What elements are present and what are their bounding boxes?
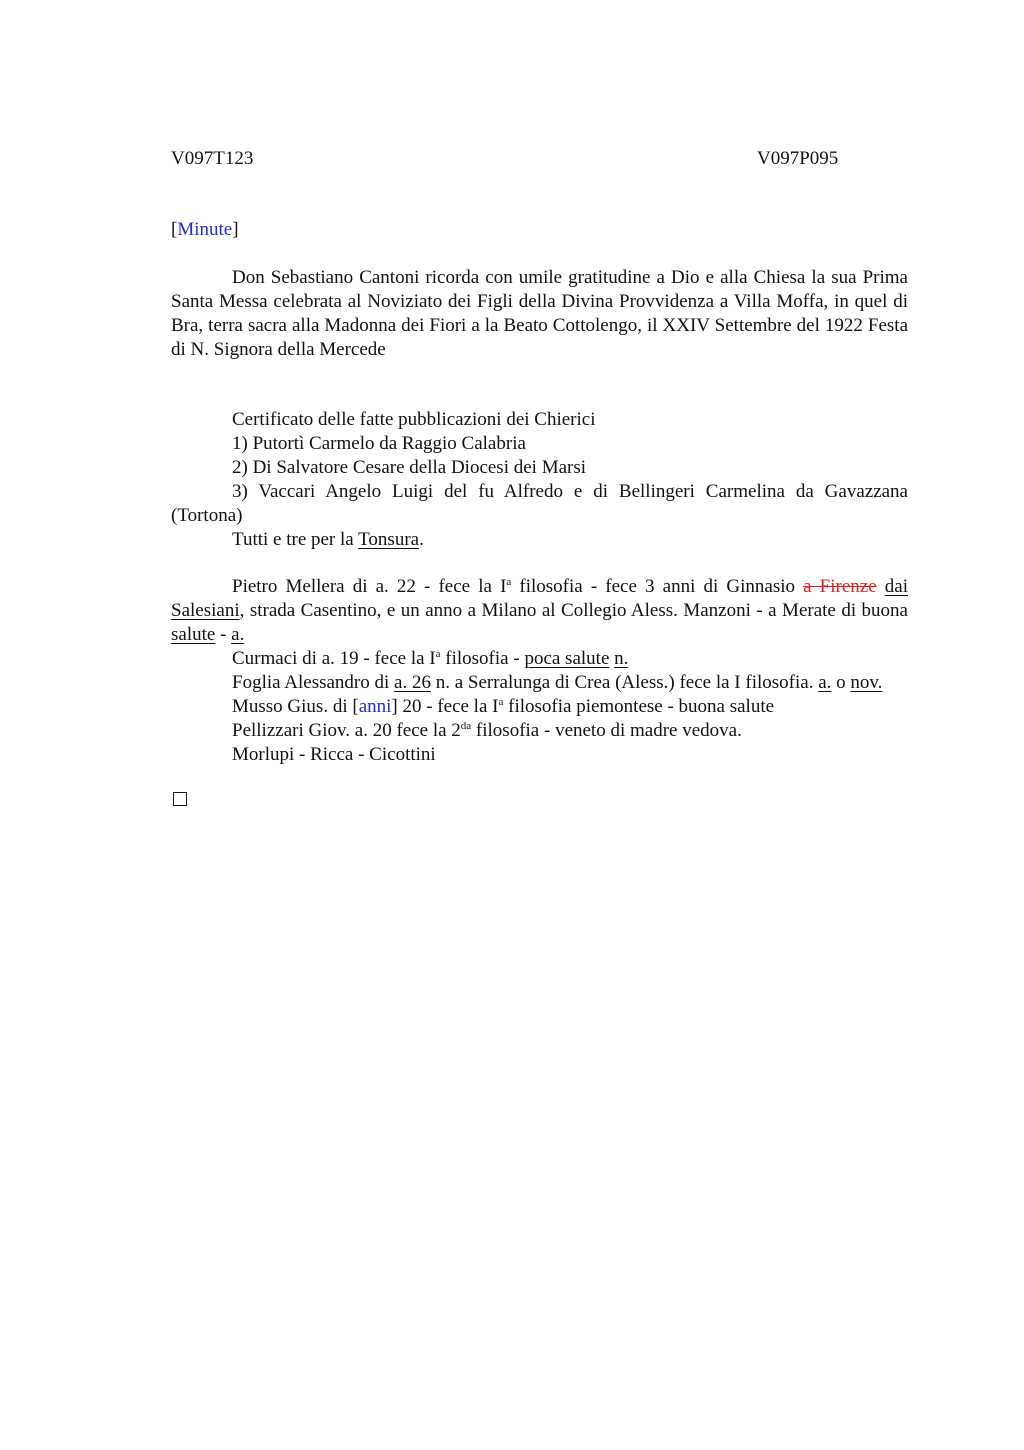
curmaci-text-2: filosofia - — [440, 648, 525, 669]
document-code-right: V097P095 — [757, 148, 839, 169]
foglia-text-1: Foglia Alessandro di — [232, 672, 395, 693]
underlined-salesiani: dai Salesiani — [171, 576, 908, 621]
editorial-insert-anni: anni — [358, 696, 392, 717]
underlined-n: n. — [614, 648, 629, 669]
candidate-foglia — [171, 671, 908, 695]
underlined-a2: a. — [818, 672, 832, 693]
musso-text-3: filosofia piemontese - buona salute — [503, 696, 775, 717]
mellera-text-1: Pietro Mellera di a. 22 - fece la I — [232, 576, 507, 597]
musso-text-1: Musso Gius. di [ — [232, 696, 359, 717]
candidate-curmaci — [171, 647, 908, 671]
candidate-pellizzari — [171, 719, 908, 743]
candidate-musso — [171, 695, 908, 719]
certificate-item-2: 2) Di Salvatore Cesare della Diocesi dei Marsi — [232, 457, 587, 478]
bracket-open: [ — [171, 219, 178, 240]
pellizzari-sup: da — [460, 720, 472, 732]
candidate-others: Morlupi - Ricca - Cicottini — [232, 744, 436, 765]
underlined-nov: nov. — [850, 672, 883, 693]
mellera-text-3: , strada Casentino, e un anno a Milano al Collegio Aless. Manzoni - a Merate di buona — [239, 600, 908, 621]
closing-period: . — [419, 529, 424, 550]
section-label-minute: Minute — [177, 219, 233, 240]
struck-text-firenze: a Firenze — [803, 576, 877, 597]
tonsura-word: Tonsura — [358, 529, 420, 550]
dedication-block — [171, 266, 908, 362]
candidates-block — [171, 575, 908, 767]
foglia-text-2: n. a Serralunga di Crea (Aless.) fece la I filosofia. — [430, 672, 819, 693]
mellera-separator: - — [215, 624, 232, 645]
mellera-text-2: filosofia - fece 3 anni di Ginnasio — [511, 576, 804, 597]
mellera-sup: a — [506, 576, 512, 588]
certificate-closing — [171, 528, 908, 552]
certificate-item-1: 1) Putortì Carmelo da Raggio Calabria — [232, 433, 526, 454]
section-tag — [171, 218, 239, 241]
document-page — [171, 0, 908, 1450]
dedication-paragraph: Don Sebastiano Cantoni ricorda con umile gratitudine a Dio e alla Chiesa la sua Prima Santa Messa celebrata al Noviziato dei Figli della Divina Provvidenza a Villa Moffa, in quel di Bra, terra sacra alla Madonna dei Fiori a la Beato Cottolengo, il XXIV Settembre del 1922 Festa di N. Signora della Mercede — [171, 267, 908, 360]
curmaci-text-1: Curmaci di a. 19 - fece la I — [232, 648, 436, 669]
checkbox-square-icon — [173, 792, 187, 806]
pellizzari-text-1: Pellizzari Giov. a. 20 fece la 2 — [232, 720, 461, 741]
underlined-salute: salute — [171, 624, 216, 645]
certificate-item-3: 3) Vaccari Angelo Luigi del fu Alfredo e di Bellingeri Carmelina da Gavazzana (Tortona) — [171, 481, 908, 526]
musso-text-2: ] 20 - fece la I — [391, 696, 499, 717]
closing-text: Tutti e tre per la — [232, 529, 359, 550]
certificate-title: Certificato delle fatte pubblicazioni dei Chierici — [232, 409, 596, 430]
underlined-poca-salute: poca salute — [524, 648, 610, 669]
underlined-a: a. — [231, 624, 245, 645]
curmaci-sup: a — [435, 648, 441, 660]
document-code-left: V097T123 — [171, 148, 254, 169]
musso-sup: a — [498, 696, 504, 708]
certificate-block — [171, 408, 908, 552]
underlined-age: a. 26 — [394, 672, 431, 693]
bracket-close: ] — [232, 219, 239, 240]
foglia-o: o — [831, 672, 851, 693]
pellizzari-text-2: filosofia - veneto di madre vedova. — [471, 720, 742, 741]
candidate-mellera — [171, 575, 908, 647]
